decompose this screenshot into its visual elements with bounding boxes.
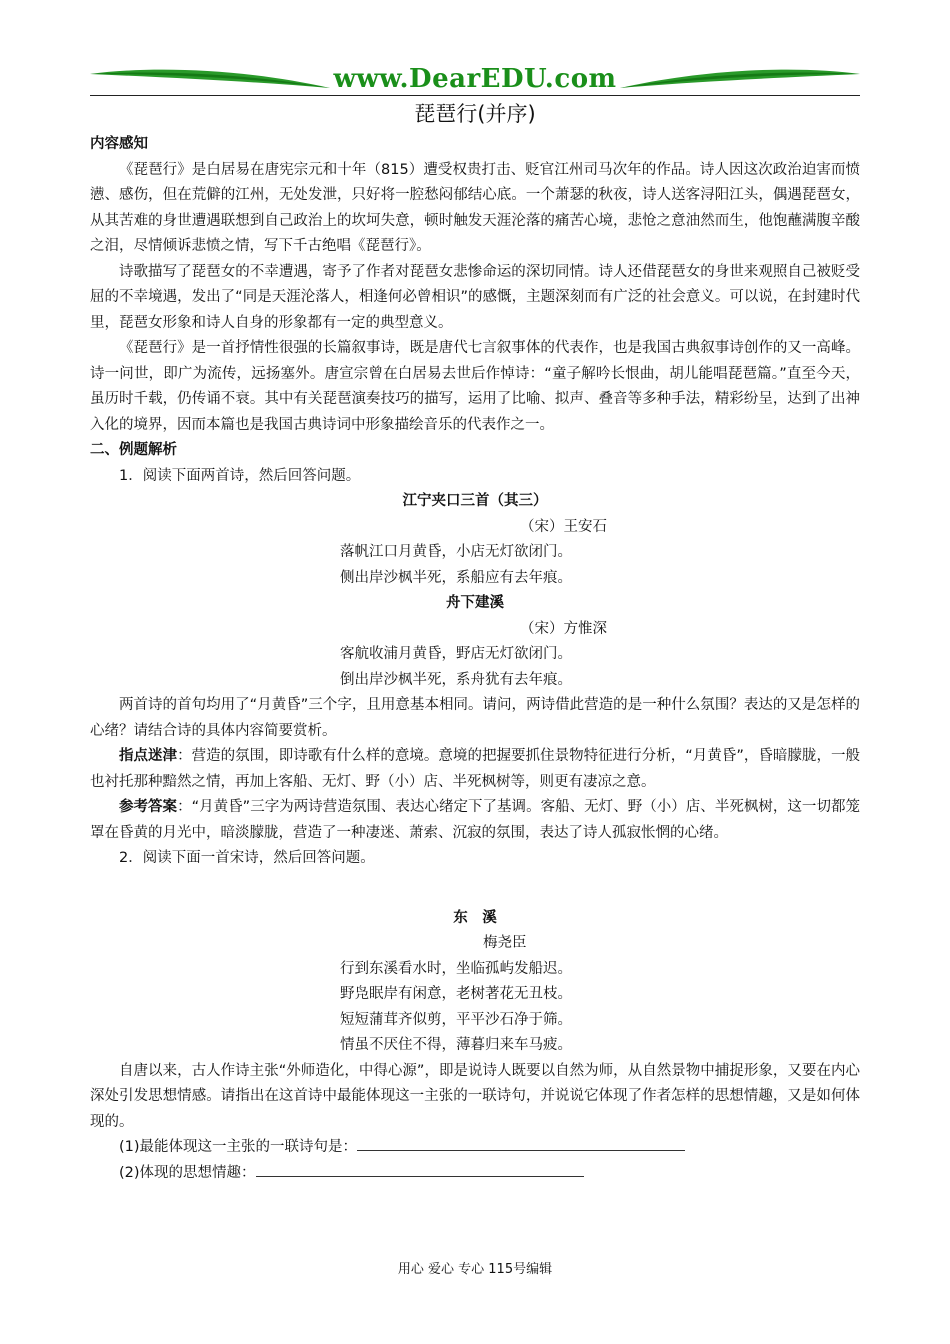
site-logo-text: www.DearEDU.com xyxy=(333,64,617,94)
document-body xyxy=(90,132,860,1186)
question-1-intro: 1．阅读下面两首诗，然后回答问题。 xyxy=(119,467,361,484)
answer-blank-1 xyxy=(90,1135,860,1161)
page-footer: 用心 爱心 专心 115号编辑 xyxy=(397,1262,553,1277)
poem-author: （宋）王安石 xyxy=(520,518,607,535)
answer-blank-2-label: (2)体现的思想情趣： xyxy=(119,1164,256,1181)
question-2-text: 自唐以来，古人作诗主张“外师造化，中得心源”，即是说诗人既要以自然为师，从自然景物中捕捉形象，又要在内心深处引发思想情感。请指出在这首诗中最能体现这一主张的一联诗句，并说说它体现了作者怎样的思想情趣，又是如何体现的。 xyxy=(90,1062,860,1130)
question-1-text: 两首诗的首句均用了“月黄昏”三个字，且用意基本相同。请问，两诗借此营造的是一种什么氛围？表达的又是怎样的心绪？请结合诗的具体内容简要赏析。 xyxy=(90,697,860,739)
answer-blank-1-label: (1)最能体现这一主张的一联诗句是： xyxy=(119,1139,358,1155)
spacer xyxy=(90,872,860,906)
answer-line-2[interactable] xyxy=(256,1161,584,1177)
hint-label: 指点迷津 xyxy=(119,748,178,764)
hint-text: ：营造的氛围，即诗歌有什么样的意境。意境的把握要抓住景物特征进行分析，“月黄昏”，昏暗朦胧，一般也衬托那种黯然之情，再加上客船、无灯、野（小）店、半死枫树等，则更有凄凉之意。 xyxy=(90,748,860,790)
question-2-intro: 2．阅读下面一首宋诗，然后回答问题。 xyxy=(119,850,375,866)
answer-label: 参考答案 xyxy=(119,799,178,815)
answer-line-1[interactable] xyxy=(357,1135,685,1151)
poem-line: 客航收浦月黄昏，野店无灯欲闭门。 xyxy=(340,646,572,662)
section-heading-content: 内容感知 xyxy=(90,136,148,152)
paragraph: 《琵琶行》是白居易在唐宪宗元和十年（815）遭受权贵打击、贬官江州司马次年的作品。诗人因这次政治迫害而愤懑、感伤，但在荒僻的江州，无处发泄，只好将一腔愁闷郁结心底。一个萧瑟的秋夜，诗人送客浔阳江头，偶遇琵琶女，从其苦难的身世遭遇联想到自己政治上的坎坷失意，顿时触发天涯沦落的痛苦心境，悲怆之意油然而生，他饱蘸满腹辛酸之泪，尽情倾诉悲愤之情，写下千古绝唱《琵琶行》。 xyxy=(90,161,860,254)
poem-line: 野凫眠岸有闲意，老树著花无丑枝。 xyxy=(340,986,572,1002)
paragraph: 《琵琶行》是一首抒情性很强的长篇叙事诗，既是唐代七言叙事体的代表作，也是我国古典叙事诗创作的又一高峰。诗一问世，即广为流传，远扬塞外。唐宣宗曾在白居易去世后作悼诗：“童子解吟长恨曲，胡儿能唱琵琶篇。”直至今天，虽历时千载，仍传诵不衰。其中有关琵琶演奏技巧的描写，运用了比喻、拟声、叠音等多种手法，精彩纷呈，达到了出神入化的境界，因而本篇也是我国古典诗词中形象描绘音乐的代表作之一。 xyxy=(90,340,860,433)
poem-line: 倒出岸沙枫半死，系舟犹有去年痕。 xyxy=(340,671,572,688)
poem-line: 短短蒲茸齐似剪，平平沙石净于筛。 xyxy=(340,1011,572,1028)
site-header xyxy=(90,60,860,100)
poem-line: 行到东溪看水时，坐临孤屿发船迟。 xyxy=(340,960,572,977)
answer-blank-2 xyxy=(90,1161,860,1187)
poem-title: 东 溪 xyxy=(453,909,497,926)
document-title: 琵琶行(并序) xyxy=(414,102,536,126)
poem-line: 侧出岸沙枫半死，系船应有去年痕。 xyxy=(340,569,572,586)
poem-line: 落帆江口月黄昏，小店无灯欲闭门。 xyxy=(340,544,572,560)
answer-text: ：“月黄昏”三字为两诗营造氛围、表达心绪定下了基调。客船、无灯、野（小）店、半死枫树，这一切都笼罩在昏黄的月光中，暗淡朦胧，营造了一种凄迷、萧索、沉寂的氛围，表达了诗人孤寂怅惘的心绪。 xyxy=(90,799,860,841)
header-rule xyxy=(90,95,860,96)
hint-paragraph xyxy=(90,744,860,795)
poem-author: 梅尧臣 xyxy=(483,935,527,951)
poem-author: （宋）方惟深 xyxy=(520,620,607,637)
answer-paragraph xyxy=(90,795,860,846)
section-heading-examples: 二、例题解析 xyxy=(90,442,177,458)
poem-title: 舟下建溪 xyxy=(446,595,504,611)
poem-line: 情虽不厌住不得，薄暮归来车马疲。 xyxy=(340,1037,572,1053)
paragraph: 诗歌描写了琵琶女的不幸遭遇，寄予了作者对琵琶女悲惨命运的深切同情。诗人还借琵琶女的身世来观照自己被贬受屈的不幸境遇，发出了“同是天涯沦落人，相逢何必曾相识”的感慨，主题深刻而有广泛的社会意义。可以说，在封建时代里，琵琶女形象和诗人自身的形象都有一定的典型意义。 xyxy=(90,263,860,331)
poem-title: 江宁夹口三首（其三） xyxy=(402,493,548,509)
